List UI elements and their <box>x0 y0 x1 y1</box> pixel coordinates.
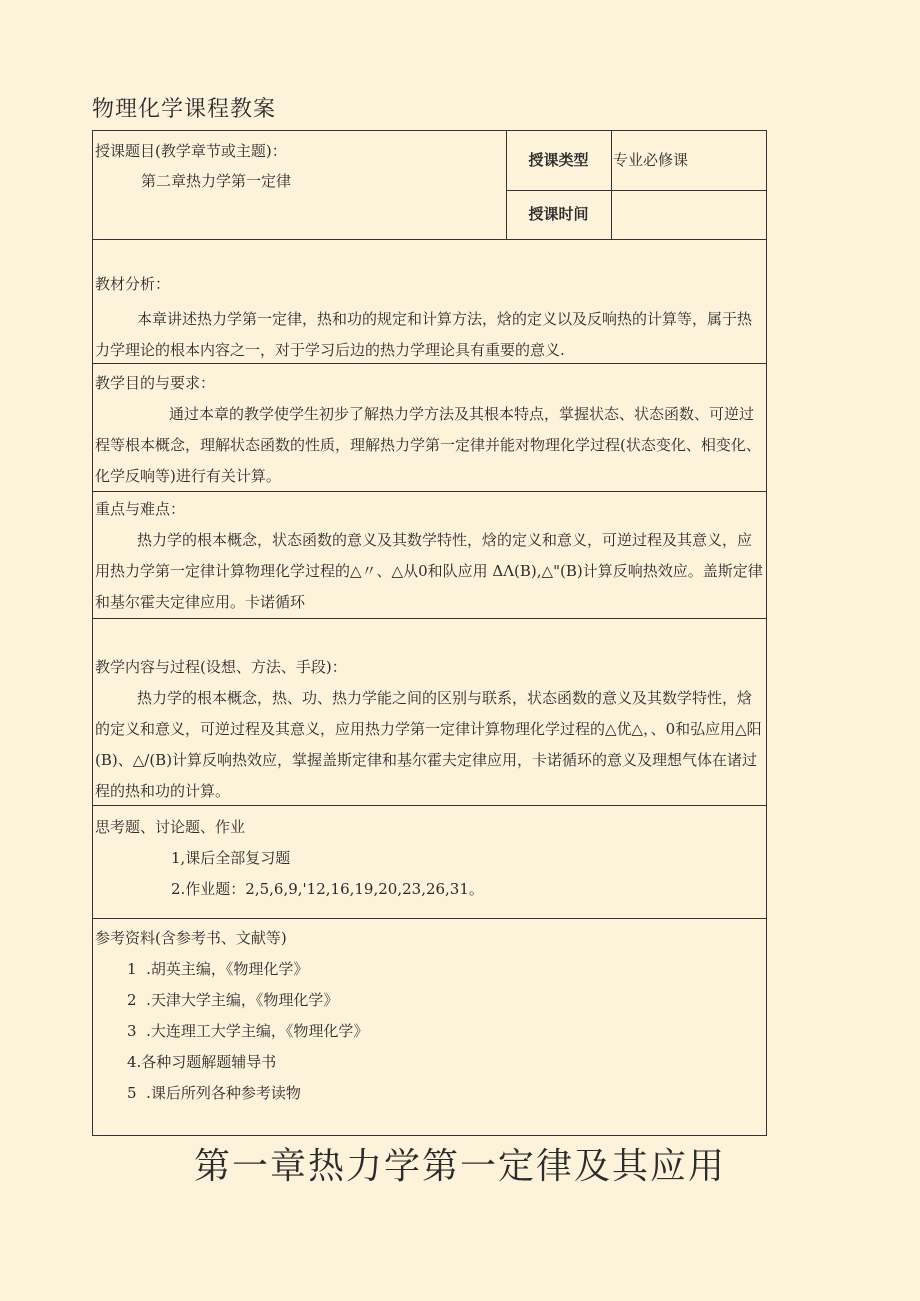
analysis-section <box>95 269 765 366</box>
reference-item: 2 .天津大学主编，《物理化学》 <box>127 991 339 1009</box>
row-divider <box>93 618 766 619</box>
reference-item: 4.各种习题解题辅导书 <box>127 1053 277 1071</box>
goals-body: 通过本章的教学使学生初步了解热力学方法及其根本特点，掌握状态、状态函数、可逆过程等根本概念，理解状态函数的性质，理解热力学第一定律并能对物理化学过程(状态变化、相变化、化学反响等)进行有关计算。 <box>95 405 761 485</box>
lesson-plan-table <box>92 130 767 1136</box>
references-title: 参考资料(含参考书、文献等) <box>95 929 287 947</box>
reference-item: 3 .大连理工大学主编，《物理化学》 <box>127 1022 369 1040</box>
course-type-label: 授课类型 <box>528 151 589 169</box>
homework-item: 1,课后全部复习题 <box>171 849 291 867</box>
topic-value: 第二章热力学第一定律 <box>141 172 292 190</box>
analysis-body: 本章讲述热力学第一定律，热和功的规定和计算方法，焓的定义以及反响热的计算等，属于热力学理论的根本内容之一，对于学习后边的热力学理论具有重要的意义. <box>95 310 753 359</box>
keypoints-section <box>95 494 765 618</box>
course-time-label: 授课时间 <box>528 205 589 223</box>
content-body: 热力学的根本概念，热、功、热力学能之间的区别与联系，状态函数的意义及其数学特性，焓的定义和意义，可逆过程及其意义，应用热力学第一定律计算物理化学过程的△优△，、0和弘应用△阳(B)、△/(B)计算反响热效应，掌握盖斯定律和基尔霍夫定律应用，卡诺循环的意义及理想气体在诸过程的热和功的计算。 <box>95 689 762 800</box>
content-section <box>95 652 765 807</box>
course-type-value: 专业必修课 <box>613 151 689 169</box>
content-title: 教学内容与过程(设想、方法、手段)： <box>95 658 347 676</box>
references-section <box>95 923 765 1109</box>
homework-section <box>95 812 765 905</box>
row-divider <box>93 239 766 240</box>
keypoints-body: 热力学的根本概念，状态函数的意义及其数学特性，焓的定义和意义，可逆过程及其意义，应用热力学第一定律计算物理化学过程的△〃、△从0和队应用 ΔΛ(B),△"(B)计算反响热效应。盖斯定律和基尔霍夫定律应用。卡诺循环 <box>95 531 763 611</box>
keypoints-title: 重点与难点： <box>95 500 186 518</box>
document-title: 物理化学课程教案 <box>92 97 277 122</box>
homework-title: 思考题、讨论题、作业 <box>95 818 246 836</box>
row-divider <box>93 918 766 919</box>
homework-item: 2.作业题：2,5,6,9,'12,16,19,20,23,26,31。 <box>171 880 484 898</box>
reference-item: 1 .胡英主编，《物理化学》 <box>127 960 309 978</box>
chapter-heading: 第一章热力学第一定律及其应用 <box>193 1146 726 1187</box>
topic-label: 授课题目(教学章节或主题)： <box>95 142 287 160</box>
goals-title: 教学目的与要求： <box>95 374 216 392</box>
goals-section <box>95 368 765 492</box>
reference-item: 5 .课后所列各种参考读物 <box>127 1084 301 1102</box>
analysis-title: 教材分析： <box>95 275 171 293</box>
header-row-divider <box>506 190 766 191</box>
header-divider-2 <box>611 131 612 239</box>
